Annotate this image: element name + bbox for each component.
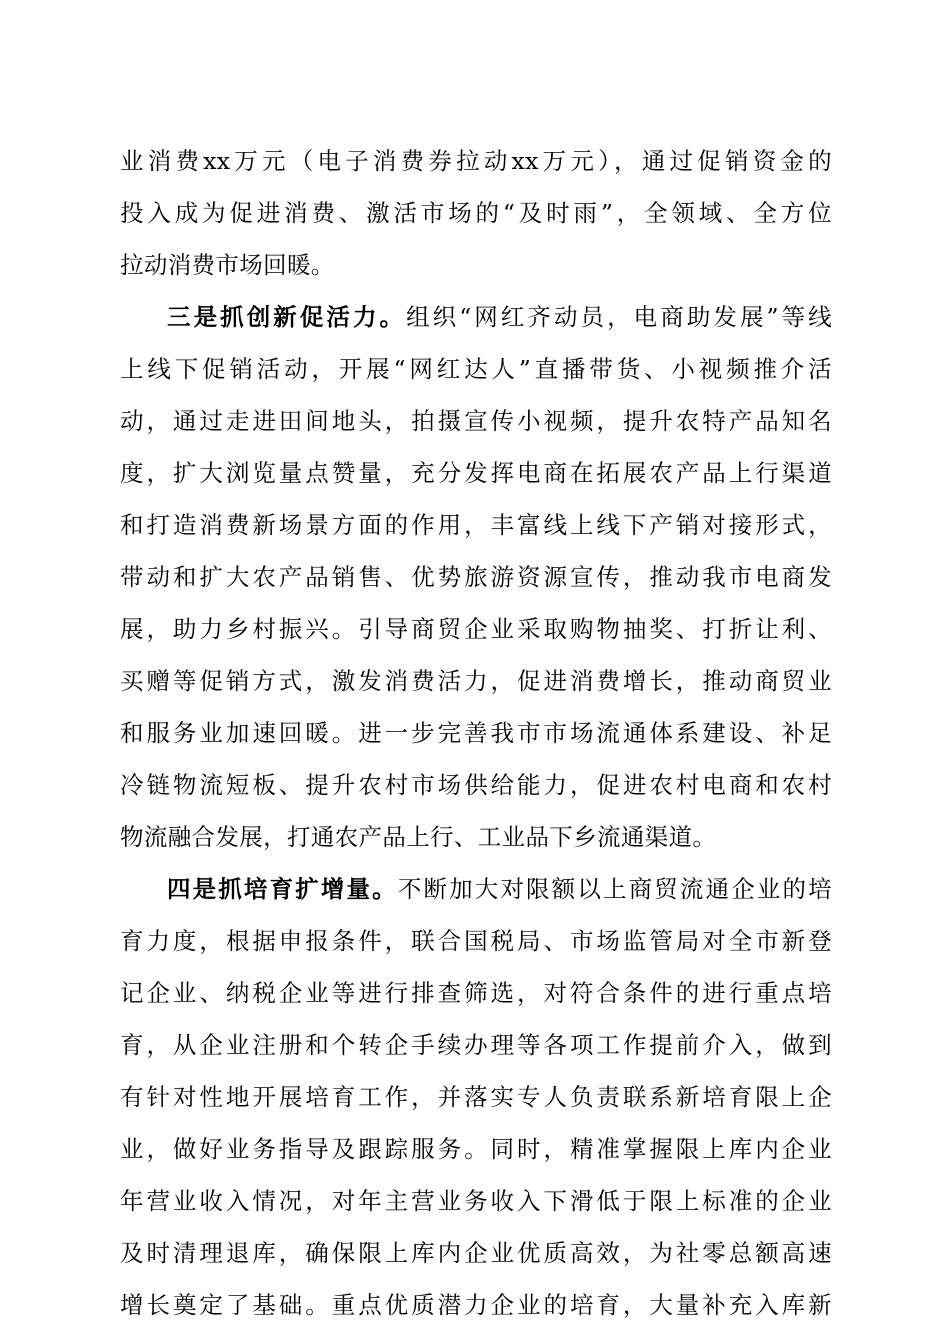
paragraph-2-line-2: 上线下促销活动，开展“网红达人”直播带货、小视频推介活: [120, 355, 832, 383]
paragraph-2-line-9: 和服务业加速回暖。进一步完善我市市场流通体系建设、补足: [120, 719, 832, 747]
paragraph-2-line-5: 和打造消费新场景方面的作用，丰富线上线下产销对接形式，: [120, 511, 832, 539]
paragraph-3-line-2: 育力度，根据申报条件，联合国税局、市场监管局对全市新登: [120, 927, 832, 955]
paragraph-2-line-3: 动，通过走进田间地头，拍摄宣传小视频，提升农特产品知名: [120, 407, 832, 435]
paragraph-3-line-3: 记企业、纳税企业等进行排查筛选，对符合条件的进行重点培: [120, 979, 832, 1007]
paragraph-2-line-8: 买赠等促销方式，激发消费活力，促进消费增长，推动商贸业: [120, 667, 832, 695]
paragraph-3-line-7: 年营业收入情况，对年主营业务收入下滑低于限上标准的企业: [120, 1187, 832, 1215]
document-body: [120, 135, 832, 1331]
paragraph-3-line-9: 增长奠定了基础。重点优质潜力企业的培育，大量补充入库新: [120, 1291, 832, 1319]
paragraph-3-line-8: 及时清理退库，确保限上库内企业优质高效，为社零总额高速: [120, 1239, 832, 1267]
paragraph-2-line-7: 展，助力乡村振兴。引导商贸企业采取购物抽奖、打折让利、: [120, 615, 832, 643]
paragraph-3-line-1-text: 不断加大对限额以上商贸流通企业的培: [397, 875, 832, 903]
paragraph-1-line-3: 拉动消费市场回暖。: [120, 251, 335, 279]
paragraph-3-line-4: 育，从企业注册和个转企手续办理等各项工作提前介入，做到: [120, 1031, 832, 1059]
paragraph-2-line-6: 带动和扩大农产品销售、优势旅游资源宣传，推动我市电商发: [120, 563, 832, 591]
paragraph-2-heading: 三是抓创新促活力。: [167, 303, 407, 331]
paragraph-2-line-10: 冷链物流短板、提升农村市场供给能力，促进农村电商和农村: [120, 771, 832, 799]
paragraph-2-line-1-text: 组织“网红齐动员，电商助发展”等线: [406, 303, 833, 331]
paragraph-3-line-1: [120, 863, 832, 915]
paragraph-1-line-2: 投入成为促进消费、激活市场的“及时雨”，全领域、全方位: [120, 199, 832, 227]
paragraph-2-line-11: 物流融合发展，打通农产品上行、工业品下乡流通渠道。: [120, 823, 717, 851]
paragraph-2-line-1: [120, 291, 832, 343]
paragraph-1-line-1: 业消费xx万元（电子消费券拉动xx万元），通过促销资金的: [120, 147, 832, 175]
paragraph-2-line-4: 度，扩大浏览量点赞量，充分发挥电商在拓展农产品上行渠道: [120, 459, 832, 487]
paragraph-3-line-6: 业，做好业务指导及跟踪服务。同时，精准掌握限上库内企业: [120, 1135, 832, 1163]
paragraph-3-line-5: 有针对性地开展培育工作，并落实专人负责联系新培育限上企: [120, 1083, 832, 1111]
paragraph-3-heading: 四是抓培育扩增量。: [167, 875, 398, 903]
